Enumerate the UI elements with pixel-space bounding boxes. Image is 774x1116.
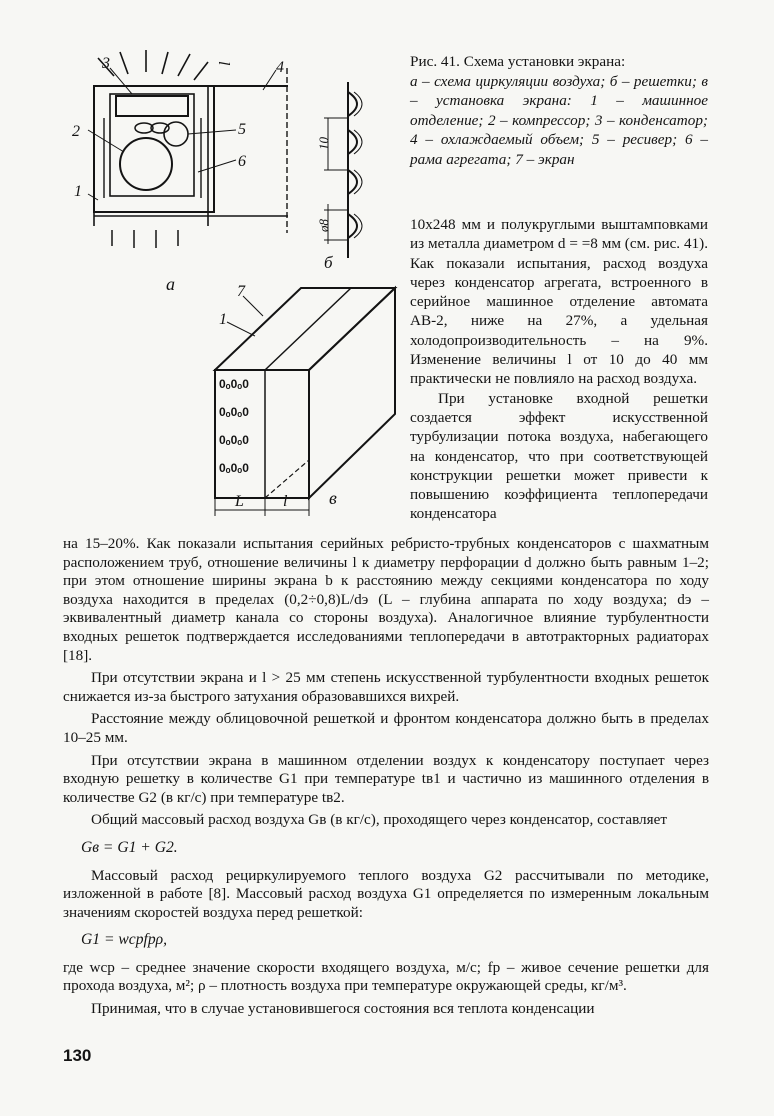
caption-title: Рис. 41. Схема установки экрана: [410, 53, 626, 70]
dimension-l-label-v: l [283, 493, 288, 510]
label-7: 7 [237, 283, 245, 300]
paragraph-1: на 15–20%. Как показали испытания серийных ребристо-трубных конденсаторов с шахматным расположением труб, отношение величины l к диаметру перфорации d должно быть равным 1–2; при этом отношение ширины экрана b к расстоянию между секциями конденсатора по ходу воздуха находится в пределах (0,2÷0,8)L/dэ (L – глубина аппарата по ходу воздуха; dэ – эквивалентный диаметр канала со стороны воздуха). Аналогичное влияние турбулентности входных решеток подтверждается исследованиями теплопередачи в автотракторных радиаторах [18]. [63, 535, 709, 664]
label-1-v: 1 [219, 311, 227, 328]
paragraph-4: При отсутствии экрана в машинном отделении воздух к конденсатору поступает через входную решетку в количестве G1 при температуре tв1 и частично из машинного отделения в количестве G2 (в кг/с) при температуре tв2. [63, 751, 709, 806]
figure-a-air-circulation [58, 48, 308, 296]
formula-total-flow: Gв = G1 + G2. [81, 838, 178, 856]
label-5: 5 [238, 121, 246, 138]
svg-text:0ₒ0ₒ0: 0ₒ0ₒ0 [219, 461, 249, 475]
paragraph-8: Принимая, что в случае установившегося состояния вся теплота конденсации [91, 1000, 595, 1018]
dimension-L-label: L [235, 493, 244, 510]
page-number: 130 [63, 1046, 92, 1065]
part-a-label: а [166, 274, 175, 294]
label-3: 3 [102, 55, 110, 72]
label-6: 6 [238, 153, 246, 170]
figure-b-grilles [300, 78, 382, 272]
svg-text:0ₒ0ₒ0: 0ₒ0ₒ0 [219, 377, 249, 391]
grille-dim-10: 10 [316, 137, 331, 150]
figure-v-screen-installation [205, 282, 405, 520]
formula-g1: G1 = wсрfрρ, [81, 931, 168, 949]
paragraph-5: Общий массовый расход воздуха Gв (в кг/с), проходящего через конденсатор, составляет [91, 811, 667, 829]
grille-dim-d8: ø8 [316, 219, 331, 232]
part-v-label: в [329, 488, 337, 508]
side-paragraph-1: 10x248 мм и полукруглыми выштамповками из металла диаметром d = =8 мм (см. рис. 41). Как показали испытания, расход воздуха через конденсатор агрегата, встроенного в серийное машинное отделение автомата АВ-2, ниже на 27%, а удельная холодопроизводительность – на 9%. Изменение величины l от 10 до 40 мм практически не повлияло на расход воздуха. [410, 216, 708, 388]
label-2: 2 [72, 123, 80, 140]
label-4: 4 [276, 59, 284, 76]
paragraph-6: Массовый расход рециркулируемого теплого воздуха G2 рассчитывали по методике, изложенной в работе [8]. Массовый расход воздуха G1 определяется по измеренным локальным значениям скоростей воздуха перед решеткой: [63, 866, 709, 921]
caption-body: а – схема циркуляции воздуха; б – решетки; в – установка экрана: 1 – машинное отделение; 2 – компрессор; 3 – конденсатор; 4 – охлаждаемый объем; 5 – ресивер; 6 – рама агрегата; 7 – экран [410, 72, 708, 168]
figure-caption [410, 52, 708, 170]
side-paragraph-2: При установке входной решетки создается эффект искусственной турбулизации потока воздуха, набегающего на конденсатор, что при соответствующей конструкции решетки может привести к повышению коэффициента теплопередачи конденсатора [410, 389, 708, 523]
dimension-l-label: l [217, 61, 234, 66]
svg-text:0ₒ0ₒ0: 0ₒ0ₒ0 [219, 405, 249, 419]
label-1: 1 [74, 183, 82, 200]
side-text-column [410, 215, 708, 524]
svg-text:0ₒ0ₒ0: 0ₒ0ₒ0 [219, 433, 249, 447]
paragraph-7: где wср – среднее значение скорости входящего воздуха, м/с; fр – живое сечение решетки для прохода воздуха, м²; ρ – плотность воздуха при температуре окружающей среды, кг/м³. [63, 958, 709, 995]
main-text-block [63, 535, 709, 1019]
paragraph-2: При отсутствии экрана и l > 25 мм степень искусственной турбулентности входных решеток снижается из-за быстрого затухания образовавшихся вихрей. [63, 669, 709, 705]
part-b-label: б [324, 253, 333, 272]
paragraph-3: Расстояние между облицовочной решеткой и фронтом конденсатора должно быть в пределах 10–25 мм. [63, 710, 709, 746]
